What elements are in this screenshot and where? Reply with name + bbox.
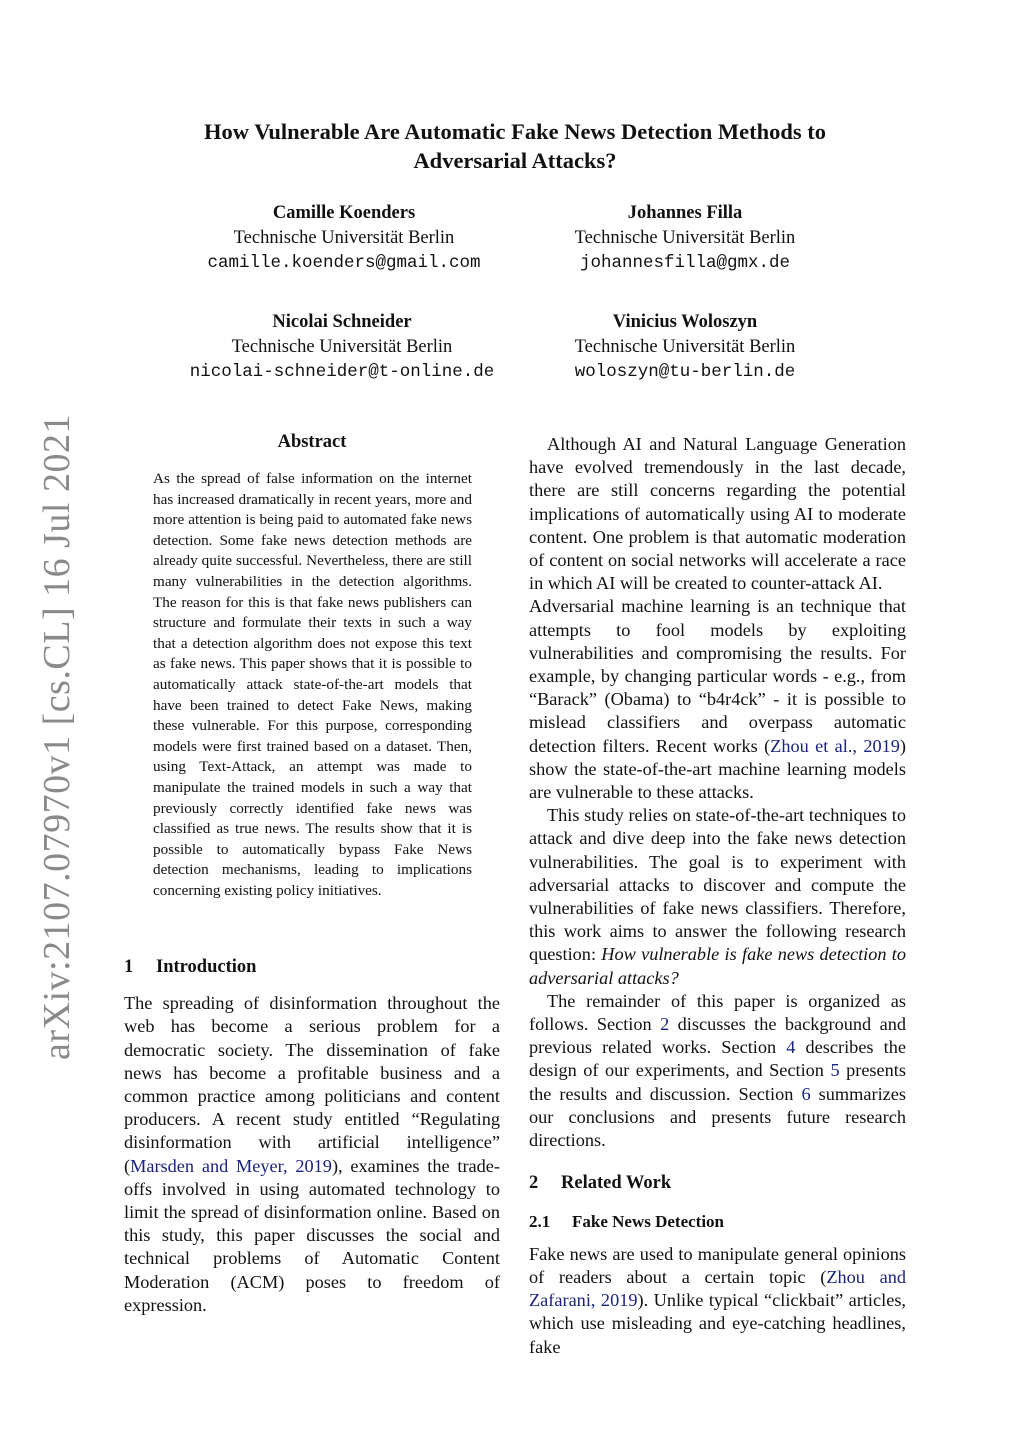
text-run: ) show the state-of-the-art machine learning models are vulnerable to these attacks. [529,735,907,803]
text-run: ). Unlike typical “clickbait” articles, which use misleading and eye-catching headlines, fake [529,1290,906,1357]
text-run: The remainder of this paper is organized as follows. Section [529,990,906,1035]
abstract-heading: Abstract [277,432,347,452]
author-block [495,310,875,385]
citation-link[interactable]: Marsden and Meyer, 2019 [130,1155,332,1176]
author-affiliation: Technische Universität Berlin [233,228,455,248]
author-email[interactable]: nicolai-schneider@t-online.de [189,362,495,382]
text-run: describes the design of our experiments, and Section [529,1037,906,1081]
section-heading [124,956,500,979]
subsection-title: Fake News Detection [572,1211,725,1231]
text-run: ), examines the trade-offs involved in using automated technology to limit the spread of disinformation online. Based on this study, this paper discusses the social and technical problems of Automatic Content Moderation (ACM) poses to freedom of expression. [124,1155,500,1315]
text-run: summarizes our conclusions and presents future research directions. [529,1083,906,1151]
subsection-heading [529,1210,906,1233]
author-block [152,310,532,385]
author-email[interactable]: camille.koenders@gmail.com [207,253,481,273]
section-ref-link[interactable]: 6 [801,1083,811,1104]
arxiv-identifier: arXiv:2107.07970v1 [cs.CL] 16 Jul 2021 [36,414,78,1060]
title-line-2: Adversarial Attacks? [413,148,617,173]
author-affiliation: Technische Universität Berlin [231,337,453,357]
paragraph [529,1243,906,1359]
citation-link[interactable]: Zhou et al., 2019 [770,735,900,756]
section-title: Introduction [156,957,257,977]
author-name: Camille Koenders [272,203,416,223]
right-column [529,433,906,1359]
section-ref-link[interactable]: 2 [660,1014,670,1035]
paragraph [529,595,906,804]
subsection-number: 2.1 [529,1211,551,1231]
research-question: How vulnerable is fake news detection to adversarial attacks? [529,944,906,988]
title-line-1: How Vulnerable Are Automatic Fake News Detection Methods to [203,119,827,144]
section-ref-link[interactable]: 5 [830,1060,840,1081]
author-name: Nicolai Schneider [272,312,412,332]
author-email[interactable]: johannesfilla@gmx.de [579,253,791,273]
author-name: Johannes Filla [627,203,743,223]
section-title: Related Work [561,1173,672,1194]
author-affiliation: Technische Universität Berlin [574,228,796,248]
author-block [495,201,875,276]
author-affiliation: Technische Universität Berlin [574,337,796,357]
paragraph [529,990,906,1152]
paragraph: Although AI and Natural Language Generation have evolved tremendously in the last decade, there are still concerns regarding the potential implications of automatically using AI to moderate content. One problem is that automatic moderation of content on social networks will accelerate a race in which AI will be created to counter-attack AI. [529,434,906,594]
introduction-section [124,956,500,1317]
text-run: discusses the background and previous related works. Section [529,1014,906,1058]
paper-title [120,117,910,175]
abstract-text: As the spread of false information on the internet has increased dramatically in recent years, more and more attention is being paid to automated fake news detection. Some fake news detection methods are already quite successful. Nevertheless, there are still many vulnerabilities in the detection algorithms. The reason for this is that fake news publishers can structure and formulate their texts in such a way that a detection algorithm does not expose this text as fake news. This paper shows that it is possible to automatically attack state-of-the-art models that have been trained to detect Fake News, making these vulnerable. For this purpose, corresponding models were first trained based on a dataset. Then, using Text-Attack, an attempt was made to manipulate the trained models in such a way that previously correctly identified fake news was classified as true news. The results show that it is possible to automatically bypass Fake News detection mechanisms, leading to implications concerning existing policy initiatives. [153,470,472,899]
paragraph [529,804,906,990]
text-run: Fake news are used to manipulate general opinions of readers about a certain topic ( [529,1243,906,1287]
section-heading [529,1172,906,1195]
citation-link[interactable]: Zhou and Zafarani, 2019 [529,1266,906,1311]
section-number: 2 [529,1173,539,1194]
author-block [154,201,534,276]
text-run: Adversarial machine learning is an technique that attempts to fool models by exploiting vulnerabilities and compromising the results. For example, by changing particular words - e.g., from “Barack” (Obama) to “b4r4ck” - it is possible to mislead classifiers and overpass automatic detection filters. Recent works ( [529,596,906,756]
text-run: This study relies on state-of-the-art techniques to attack and dive deep into the fake news detection vulnerabilities. The goal is to experiment with adversarial attacks to discover and compute the vulnerabilities of fake news classifiers. Therefore, this work aims to answer the following research question: [529,805,906,965]
author-name: Vinicius Woloszyn [612,312,758,332]
section-ref-link[interactable]: 4 [786,1037,796,1058]
text-run: The spreading of disinformation throughout the web has become a serious problem for a democratic society. The dissemination of fake news has become a profitable business and a common practice among politicians and content producers. A recent study entitled “Regulating disinformation with artificial intelligence” ( [124,993,500,1176]
author-email[interactable]: woloszyn@tu-berlin.de [574,362,796,382]
section-number: 1 [124,957,134,977]
text-run: presents the results and discussion. Section [529,1060,906,1104]
intro-paragraph [124,992,500,1317]
